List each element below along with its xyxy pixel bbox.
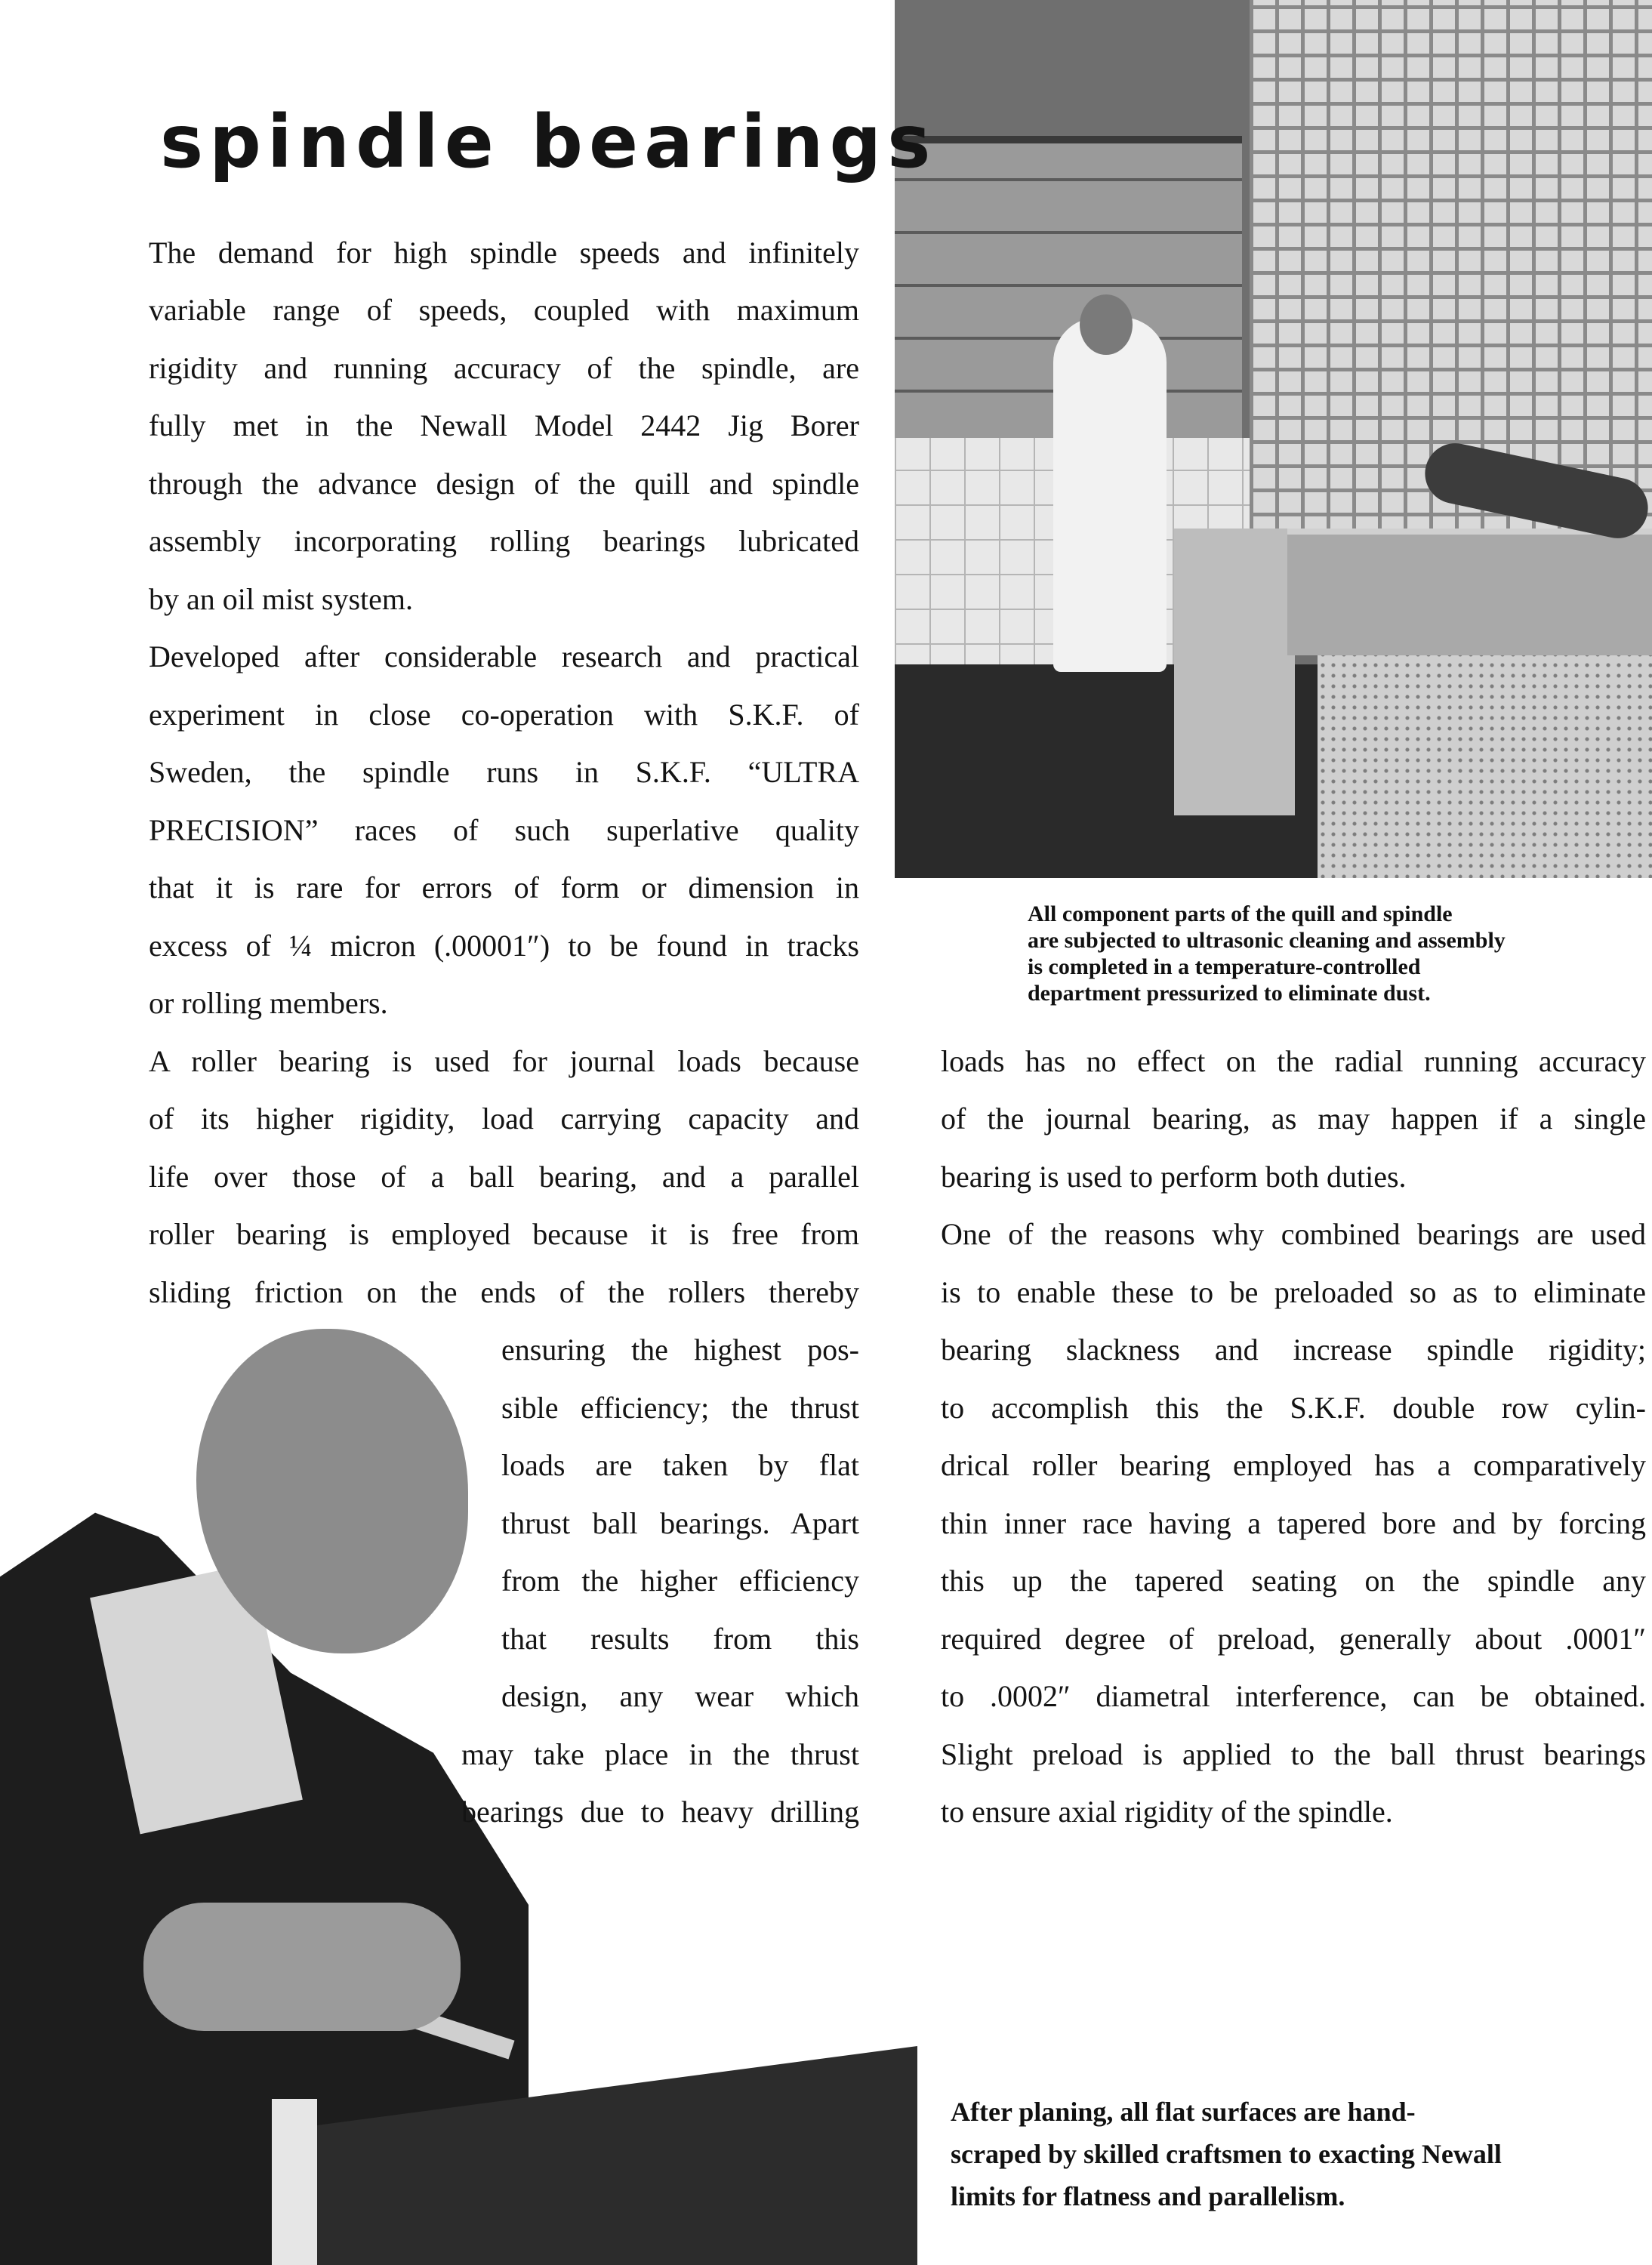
left-line: that it is rare for errors of form or dimension in bbox=[149, 871, 859, 904]
right-line: One of the reasons why combined bearings are used bbox=[941, 1217, 1646, 1251]
right-line: to accomplish this the S.K.F. double row cylin- bbox=[941, 1391, 1646, 1425]
left-line: Sweden, the spindle runs in S.K.F. “ULTRA bbox=[149, 755, 859, 789]
left-line: variable range of speeds, coupled with maximum bbox=[149, 293, 859, 327]
caption-line: are subjected to ultrasonic cleaning and assembly bbox=[1028, 928, 1506, 953]
caption-line: After planing, all flat surfaces are hand- bbox=[951, 2097, 1416, 2127]
caption-line: is completed in a temperature-controlled bbox=[1028, 954, 1421, 979]
left-line: assembly incorporating rolling bearings lubricated bbox=[149, 524, 859, 558]
bench-pedestal bbox=[1174, 528, 1295, 815]
right-line: drical roller bearing employed has a comparatively bbox=[941, 1448, 1646, 1482]
surface-edge bbox=[272, 2099, 317, 2265]
left-line: A roller bearing is used for journal loads because bbox=[149, 1044, 859, 1078]
left-line: roller bearing is employed because it is free from bbox=[149, 1217, 859, 1251]
right-line: this up the tapered seating on the spindle any bbox=[941, 1564, 1646, 1598]
left-line: bearings due to heavy drilling bbox=[461, 1795, 859, 1829]
left-line: or rolling members. bbox=[149, 986, 388, 1020]
caption-line: scraped by skilled craftsmen to exacting Newall bbox=[951, 2139, 1502, 2169]
right-line: to .0002″ diametral interference, can be obtained. bbox=[941, 1679, 1646, 1713]
right-line: to ensure axial rigidity of the spindle. bbox=[941, 1795, 1393, 1829]
left-line: may take place in the thrust bbox=[461, 1737, 859, 1771]
left-line: The demand for high spindle speeds and infinitely bbox=[149, 236, 859, 270]
right-line: thin inner race having a tapered bore and by forcing bbox=[941, 1506, 1646, 1540]
surface-plate bbox=[1287, 528, 1652, 655]
left-line: thrust ball bearings. Apart bbox=[501, 1506, 859, 1540]
left-line: rigidity and running accuracy of the spindle, are bbox=[149, 351, 859, 385]
right-line: Slight preload is applied to the ball thrust bearings bbox=[941, 1737, 1646, 1771]
assembly-room-photo bbox=[895, 0, 1652, 878]
top-photo-caption bbox=[1028, 901, 1506, 1006]
right-line: bearing is used to perform both duties. bbox=[941, 1160, 1407, 1194]
left-line: ensuring the highest pos- bbox=[501, 1333, 859, 1367]
right-line: required degree of preload, generally about .0001″ bbox=[941, 1622, 1646, 1656]
left-line: by an oil mist system. bbox=[149, 582, 413, 616]
craftsman-hands bbox=[143, 1903, 461, 2031]
right-line: of the journal bearing, as may happen if a single bbox=[941, 1102, 1646, 1136]
right-line: bearing slackness and increase spindle rigidity; bbox=[941, 1333, 1646, 1367]
left-line: through the advance design of the quill and spindle bbox=[149, 467, 859, 501]
left-line: life over those of a ball bearing, and a parallel bbox=[149, 1160, 859, 1194]
left-line: PRECISION” races of such superlative quality bbox=[149, 813, 859, 847]
caption-line: All component parts of the quill and spindle bbox=[1028, 901, 1453, 926]
left-line: from the higher efficiency bbox=[501, 1564, 859, 1598]
left-line: design, any wear which bbox=[501, 1679, 859, 1713]
right-line: is to enable these to be preloaded so as to eliminate bbox=[941, 1275, 1646, 1309]
bottom-photo-caption bbox=[951, 2091, 1502, 2217]
caption-line: limits for flatness and parallelism. bbox=[951, 2181, 1345, 2211]
left-line: fully met in the Newall Model 2442 Jig Borer bbox=[149, 408, 859, 442]
worker-head bbox=[1080, 294, 1133, 355]
left-line: that results from this bbox=[501, 1622, 859, 1656]
granite-block bbox=[1318, 649, 1652, 878]
right-line: loads has no effect on the radial running accuracy bbox=[941, 1044, 1646, 1078]
left-line: sible efficiency; the thrust bbox=[501, 1391, 859, 1425]
left-line: sliding friction on the ends of the rollers thereby bbox=[149, 1275, 859, 1309]
left-line: experiment in close co-operation with S.K.F. of bbox=[149, 698, 859, 732]
caption-line: department pressurized to eliminate dust. bbox=[1028, 981, 1431, 1006]
left-line: excess of ¼ micron (.00001″) to be found in tracks bbox=[149, 929, 859, 963]
left-line: Developed after considerable research and practical bbox=[149, 639, 859, 673]
left-line: loads are taken by flat bbox=[501, 1448, 859, 1482]
worker-in-white-coat bbox=[1053, 317, 1167, 672]
left-line: of its higher rigidity, load carrying capacity and bbox=[149, 1102, 859, 1136]
page-title: spindle bearings bbox=[160, 100, 937, 184]
